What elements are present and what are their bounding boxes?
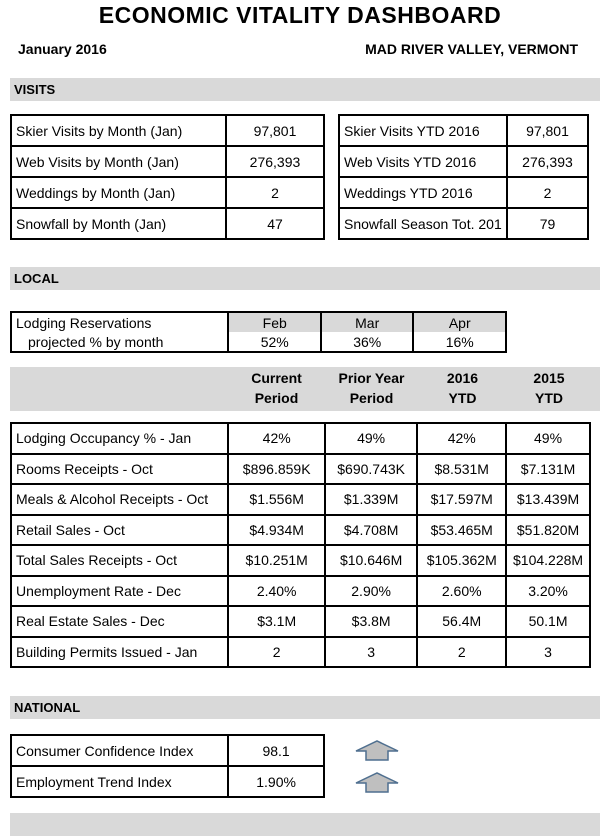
table-row bbox=[11, 208, 324, 239]
section-label-national: NATIONAL bbox=[14, 700, 81, 715]
table-row bbox=[11, 484, 590, 515]
table-row bbox=[339, 177, 588, 208]
row-label: Employment Trend Index bbox=[11, 766, 228, 797]
month-value: 52% bbox=[228, 332, 321, 352]
section-label-local: LOCAL bbox=[14, 271, 59, 286]
row-label: Meals & Alcohol Receipts - Oct bbox=[11, 484, 228, 515]
cell-value: 50.1M bbox=[506, 606, 590, 637]
month-header: Mar bbox=[321, 312, 414, 332]
cell-value: 3.20% bbox=[506, 576, 590, 607]
table-row bbox=[11, 735, 324, 766]
row-label: Real Estate Sales - Dec bbox=[11, 606, 228, 637]
cell-value: $3.8M bbox=[325, 606, 418, 637]
table-row bbox=[339, 115, 588, 146]
cell-value: 2.90% bbox=[325, 576, 418, 607]
column-header-line: Prior Year bbox=[338, 370, 405, 386]
column-header-line: YTD bbox=[448, 390, 477, 406]
table-row bbox=[11, 515, 590, 546]
table-row bbox=[11, 332, 506, 352]
row-value: 97,801 bbox=[226, 115, 324, 146]
row-label: Consumer Confidence Index bbox=[11, 735, 228, 766]
cell-value: 49% bbox=[325, 423, 418, 454]
cell-value: $4.934M bbox=[228, 515, 324, 546]
visits-month-table bbox=[10, 114, 325, 240]
lodging-reservations-label: Lodging Reservations bbox=[11, 312, 228, 332]
column-header-line: 2015 bbox=[533, 370, 565, 386]
month-header: Apr bbox=[413, 312, 506, 332]
cell-value: 42% bbox=[228, 423, 324, 454]
column-header-line: Period bbox=[254, 390, 299, 406]
cell-value: 3 bbox=[325, 637, 418, 668]
row-value: 79 bbox=[507, 208, 588, 239]
row-value: 97,801 bbox=[507, 115, 588, 146]
cell-value: $1.556M bbox=[228, 484, 324, 515]
cell-value: $896.859K bbox=[228, 454, 324, 485]
section-band-visits bbox=[10, 78, 600, 101]
cell-value: $104.228M bbox=[506, 545, 590, 576]
up-arrow-icon bbox=[354, 739, 400, 761]
row-label: Skier Visits by Month (Jan) bbox=[11, 115, 226, 146]
cell-value: $13.439M bbox=[506, 484, 590, 515]
table-row bbox=[11, 146, 324, 177]
table-row bbox=[11, 423, 590, 454]
national-table bbox=[10, 734, 325, 798]
row-label: Total Sales Receipts - Oct bbox=[11, 545, 228, 576]
table-row bbox=[11, 115, 324, 146]
cell-value: 49% bbox=[506, 423, 590, 454]
table-row bbox=[11, 454, 590, 485]
row-label: Snowfall by Month (Jan) bbox=[11, 208, 226, 239]
cell-value: $4.708M bbox=[325, 515, 418, 546]
cell-value: $1.339M bbox=[325, 484, 418, 515]
column-header-current bbox=[228, 368, 325, 408]
cell-value: 2.60% bbox=[417, 576, 506, 607]
table-row bbox=[339, 146, 588, 177]
cell-value: $3.1M bbox=[228, 606, 324, 637]
lodging-projection-label: projected % by month bbox=[11, 332, 228, 352]
row-value: 2 bbox=[507, 177, 588, 208]
row-value: 1.90% bbox=[228, 766, 324, 797]
cell-value: 2 bbox=[228, 637, 324, 668]
cell-value: $10.646M bbox=[325, 545, 418, 576]
footer-band bbox=[10, 813, 600, 836]
column-header-line: 2016 bbox=[446, 370, 479, 386]
up-arrow-icon bbox=[354, 771, 400, 793]
table-row bbox=[11, 312, 506, 332]
row-label: Web Visits YTD 2016 bbox=[339, 146, 507, 177]
cell-value: 2.40% bbox=[228, 576, 324, 607]
table-row bbox=[339, 208, 588, 239]
row-label: Lodging Occupancy % - Jan bbox=[11, 423, 228, 454]
row-label: Building Permits Issued - Jan bbox=[11, 637, 228, 668]
lodging-reservations-table bbox=[10, 311, 507, 353]
region-name: MAD RIVER VALLEY, VERMONT bbox=[365, 41, 578, 57]
month-header: Feb bbox=[228, 312, 321, 332]
cell-value: $690.743K bbox=[325, 454, 418, 485]
cell-value: $53.465M bbox=[417, 515, 506, 546]
row-label: Retail Sales - Oct bbox=[11, 515, 228, 546]
cell-value: 2 bbox=[417, 637, 506, 668]
table-row bbox=[11, 606, 590, 637]
table-row bbox=[11, 766, 324, 797]
cell-value: $10.251M bbox=[228, 545, 324, 576]
report-date: January 2016 bbox=[18, 41, 107, 57]
local-metrics-table bbox=[10, 422, 591, 668]
table-row bbox=[11, 177, 324, 208]
month-value: 36% bbox=[321, 332, 414, 352]
column-header-line: Period bbox=[349, 390, 394, 406]
row-label: Unemployment Rate - Dec bbox=[11, 576, 228, 607]
visits-ytd-table bbox=[338, 114, 589, 240]
table-row bbox=[11, 576, 590, 607]
month-value: 16% bbox=[413, 332, 506, 352]
row-value: 276,393 bbox=[226, 146, 324, 177]
row-label: Snowfall Season Tot. 201 bbox=[339, 208, 507, 239]
page-title: ECONOMIC VITALITY DASHBOARD bbox=[98, 2, 502, 28]
section-label-visits: VISITS bbox=[14, 82, 56, 97]
section-band-local bbox=[10, 267, 600, 290]
row-value: 2 bbox=[226, 177, 324, 208]
table-row bbox=[11, 545, 590, 576]
row-label: Skier Visits YTD 2016 bbox=[339, 115, 507, 146]
row-label: Weddings by Month (Jan) bbox=[11, 177, 226, 208]
cell-value: $8.531M bbox=[417, 454, 506, 485]
cell-value: $17.597M bbox=[417, 484, 506, 515]
row-label: Web Visits by Month (Jan) bbox=[11, 146, 226, 177]
row-label: Weddings YTD 2016 bbox=[339, 177, 507, 208]
row-label: Rooms Receipts - Oct bbox=[11, 454, 228, 485]
cell-value: 56.4M bbox=[417, 606, 506, 637]
column-header-line: Current bbox=[251, 370, 302, 386]
column-header-2016-ytd bbox=[418, 368, 507, 408]
cell-value: $105.362M bbox=[417, 545, 506, 576]
column-header-2015-ytd bbox=[507, 368, 591, 408]
cell-value: 3 bbox=[506, 637, 590, 668]
cell-value: $51.820M bbox=[506, 515, 590, 546]
column-header-line: YTD bbox=[535, 390, 563, 406]
table-row bbox=[11, 637, 590, 668]
row-value: 276,393 bbox=[507, 146, 588, 177]
cell-value: $7.131M bbox=[506, 454, 590, 485]
section-band-national bbox=[10, 696, 600, 719]
row-value: 47 bbox=[226, 208, 324, 239]
cell-value: 42% bbox=[417, 423, 506, 454]
row-value: 98.1 bbox=[228, 735, 324, 766]
column-header-prior-year bbox=[325, 368, 418, 408]
